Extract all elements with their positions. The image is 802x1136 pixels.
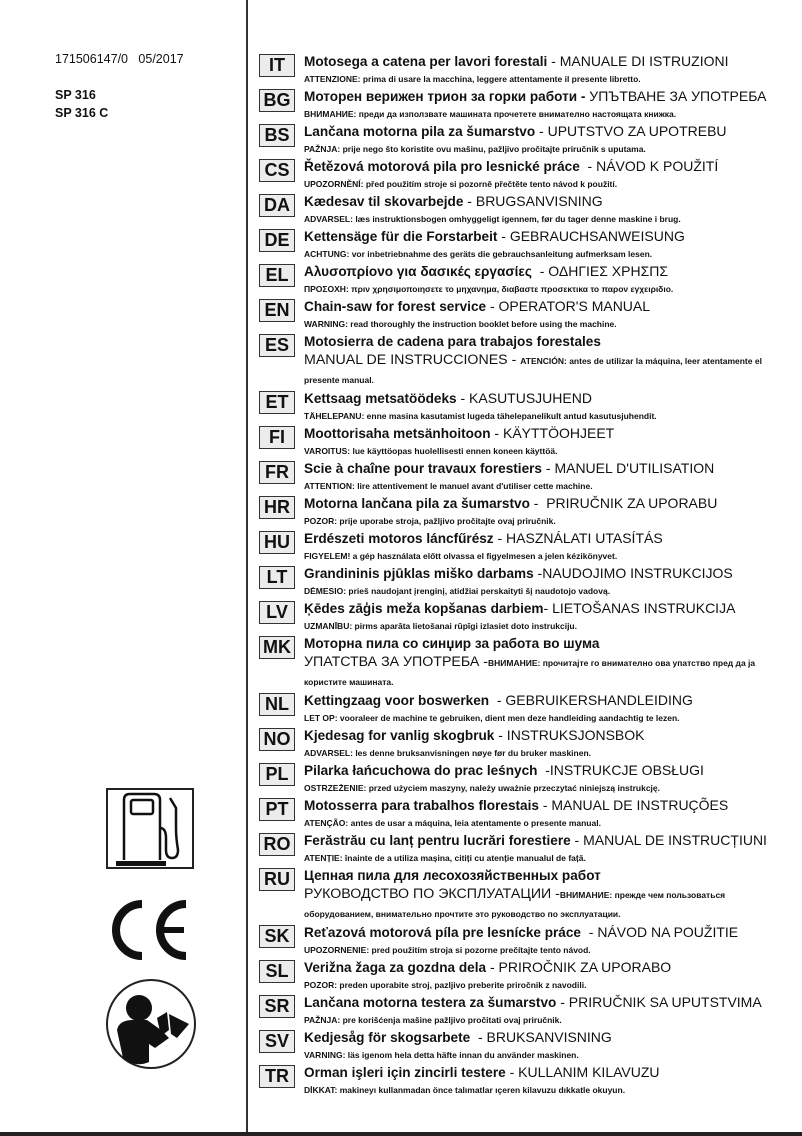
- product-title: Kettensäge für die Forstarbeit: [304, 229, 498, 244]
- manual-label: РУКОВОДСТВО ПО ЭКСПЛУАТАЦИИ -: [304, 886, 560, 902]
- language-code-badge: SR: [259, 995, 295, 1018]
- entry-title: [304, 726, 794, 745]
- language-code-badge: DE: [259, 229, 295, 252]
- model-name: SP 316: [55, 88, 96, 102]
- product-title: Kædesav til skovarbejde: [304, 194, 464, 209]
- manual-label: - KULLANIM KILAVUZU: [505, 1064, 660, 1080]
- product-title: Ķēdes zāģis meža kopšanas darbiem: [304, 601, 544, 616]
- language-entry-hu: [259, 529, 794, 564]
- language-code-badge: LT: [259, 566, 295, 589]
- language-code-badge: HR: [259, 496, 295, 519]
- language-entry-bs: [259, 122, 794, 157]
- ce-mark-icon: [110, 900, 190, 965]
- manual-label: - MANUALE DI ISTRUZIONI: [547, 53, 729, 69]
- manual-label: - NÁVOD NA POUŽITIE: [581, 924, 739, 940]
- read-manual-icon: [105, 978, 197, 1075]
- manual-label: - HASZNÁLATI UTASÍTÁS: [493, 530, 663, 546]
- manual-label: - PRIROČNIK ZA UPORABO: [486, 959, 672, 975]
- warning-text: ATENÇÃO: antes de usar a máquina, leia atentamente o presente manual.: [304, 818, 601, 828]
- manual-label: - BRUKSANVISNING: [470, 1029, 612, 1045]
- warning-text: UPOZORNENIE: pred použitím stroja si pozorne prečítajte tento návod.: [304, 945, 591, 955]
- manual-label: - NÁVOD K POUŽITÍ: [579, 158, 719, 174]
- language-entry-tr: [259, 1063, 794, 1098]
- entry-title: [304, 599, 794, 618]
- language-code-badge: SL: [259, 960, 295, 983]
- product-title: Erdészeti motoros láncfűrész: [304, 531, 494, 546]
- language-list: [259, 52, 794, 1098]
- language-entry-en: [259, 297, 794, 332]
- entry-title: [304, 796, 794, 815]
- warning-text: ADVARSEL: les denne bruksanvisningen nøye før du bruker maskinen.: [304, 748, 592, 758]
- warning-text: LET OP: vooraleer de machine te gebruiken, dient men deze handleiding aandachtig te lezen.: [304, 713, 680, 723]
- warning-text: FIGYELEM! a gép használata előtt olvassa el figyelmesen a jelen kézikönyvet.: [304, 551, 618, 561]
- language-code-badge: SK: [259, 925, 295, 948]
- language-entry-nl: [259, 691, 794, 726]
- entry-title: [304, 529, 794, 548]
- entry-title: [304, 297, 794, 316]
- manual-label: -INSTRUKCJE OBSŁUGI: [537, 762, 704, 778]
- warning-text: UPOZORNĚNÍ: před použitím stroje si pozorně přečtěte tento návod k použití.: [304, 179, 618, 189]
- warning-text: DĖMESIO: prieš naudojant įrenginį, atidžiai perskaityti šį naudotojo vadovą.: [304, 586, 611, 596]
- document-code: 171506147/0 05/2017: [55, 52, 184, 66]
- language-entry-no: [259, 726, 794, 761]
- language-code-badge: EN: [259, 299, 295, 322]
- language-code-badge: CS: [259, 159, 295, 182]
- manual-label: УПЪТВАНЕ ЗА УПОТРЕБА: [585, 88, 767, 104]
- warning-text: PAŽNJA: pre korišćenja mašine pažljivo pročitati ovaj priručnik.: [304, 1015, 562, 1025]
- entry-title: [304, 459, 794, 478]
- language-entry-mk: [259, 634, 794, 691]
- manual-label: - PRIRUČNIK SA UPUTSTVIMA: [556, 994, 762, 1010]
- fuel-pump-icon: [106, 788, 194, 881]
- column-divider: [246, 0, 248, 1136]
- warning-text: ВНИМАНИЕ: прочитајте го внимателно ова упатство пред да ја користите машината.: [304, 658, 756, 687]
- warning-text: ATTENTION: lire attentivement le manuel avant d'utiliser cette machine.: [304, 481, 593, 491]
- language-code-badge: PL: [259, 763, 295, 786]
- entry-title: [304, 494, 794, 513]
- manual-label: - MANUEL D'UTILISATION: [542, 460, 715, 476]
- entry-title: [304, 761, 794, 780]
- warning-text: OSTRZEŻENIE: przed użyciem maszyny, należy uważnie przeczytać niniejszą instrukcję.: [304, 783, 661, 793]
- warning-text: WARNING: read thoroughly the instruction booklet before using the machine.: [304, 319, 617, 329]
- warning-text: VARNING: läs igenom hela detta häfte innan du använder maskinen.: [304, 1050, 579, 1060]
- product-title: Pilarka łańcuchowa do prac leśnych: [304, 763, 538, 778]
- language-code-badge: PT: [259, 798, 295, 821]
- warning-text: ATENȚIE: înainte de a utiliza mașina, citiți cu atenție manualul de față.: [304, 853, 586, 863]
- entry-title: [304, 52, 794, 71]
- product-title: Kettingzaag voor boswerken: [304, 693, 490, 708]
- entry-title: [304, 192, 794, 211]
- manual-label: - KÄYTTÖOHJEET: [490, 425, 615, 441]
- warning-text: POZOR: prije uporabe stroja, pažljivo pročitajte ovaj priručnik.: [304, 516, 556, 526]
- warning-text: ΠΡΟΣΟΧΗ: πριν χρησιμοποιησετε το μηχανημα, διαβαστε προσεκτικα το παρον εγχειριδιο.: [304, 284, 674, 294]
- language-code-badge: IT: [259, 54, 295, 77]
- warning-text: ATENCIÓN: antes de utilizar la máquina, leer atentamente el presente manual.: [304, 356, 762, 385]
- language-entry-sv: [259, 1028, 794, 1063]
- language-entry-ro: [259, 831, 794, 866]
- product-title: Verižna žaga za gozdna dela: [304, 960, 487, 975]
- language-code-badge: RU: [259, 868, 295, 891]
- product-title: Moottorisaha metsänhoitoon: [304, 426, 491, 441]
- entry-title: [304, 1063, 794, 1082]
- language-code-badge: RO: [259, 833, 295, 856]
- manual-and-warning: [304, 653, 774, 691]
- language-entry-sl: [259, 958, 794, 993]
- manual-label: - GEBRUIKERSHANDLEIDING: [489, 692, 693, 708]
- language-code-badge: SV: [259, 1030, 295, 1053]
- entry-title: [304, 157, 794, 176]
- manual-label: - UPUTSTVO ZA UPOTREBU: [535, 123, 727, 139]
- language-entry-lt: [259, 564, 794, 599]
- language-code-badge: MK: [259, 636, 295, 659]
- product-title: Reťazová motorová píla pre lesnícke práce: [304, 925, 581, 940]
- warning-text: ВНИМАНИЕ: преди да използвате машината прочетете внимателно настоящата книжка.: [304, 109, 677, 119]
- product-title: Цепная пила для лесохозяйственных работ: [304, 868, 601, 883]
- product-title: Lančana motorna testera za šumarstvo: [304, 995, 557, 1010]
- manual-label: - PRIRUČNIK ZA UPORABU: [529, 495, 718, 511]
- entry-title: [304, 424, 794, 443]
- warning-text: VAROITUS: lue käyttöopas huolellisesti ennen koneen käyttöä.: [304, 446, 558, 456]
- manual-label: MANUAL DE INSTRUCCIONES -: [304, 352, 521, 368]
- product-title: Grandininis pjūklas miško darbams: [304, 566, 534, 581]
- warning-text: POZOR: preden uporabite stroj, pazljivo preberite priročnik z navodili.: [304, 980, 587, 990]
- language-code-badge: FI: [259, 426, 295, 449]
- manual-label: - MANUAL DE INSTRUCȚIUNI: [570, 832, 767, 848]
- language-code-badge: NO: [259, 728, 295, 751]
- warning-text: TÄHELEPANU: enne masina kasutamist lugeda tähelepanelikult antud kasutusjuhendit.: [304, 411, 657, 421]
- language-entry-ru: [259, 866, 794, 923]
- manual-label: - ΟΔΗΓΙΕΣ ΧΡΗΣΠΣ: [531, 263, 669, 279]
- language-code-badge: TR: [259, 1065, 295, 1088]
- language-code-badge: NL: [259, 693, 295, 716]
- manual-label: УПАТСТВА ЗА УПОТРЕБА -: [304, 654, 489, 670]
- product-title: Orman işleri için zincirli testere: [304, 1065, 506, 1080]
- entry-title: [304, 1028, 794, 1047]
- product-title: Motosierra de cadena para trabajos forestales: [304, 334, 601, 349]
- product-title: Lančana motorna pila za šumarstvo: [304, 124, 536, 139]
- language-entry-es: [259, 332, 794, 389]
- product-title: Motosserra para trabalhos florestais: [304, 798, 539, 813]
- entry-title: [304, 122, 794, 141]
- product-title: Motorna lančana pila za šumarstvo: [304, 496, 530, 511]
- model-name: SP 316 C: [55, 106, 109, 120]
- product-title: Kettsaag metsatöödeks: [304, 391, 457, 406]
- warning-text: ADVARSEL: læs instruktionsbogen omhyggeligt igennem, før du tager denne maskine i brug.: [304, 214, 681, 224]
- language-entry-pt: [259, 796, 794, 831]
- language-entry-bg: [259, 87, 794, 122]
- entry-title: [304, 87, 794, 106]
- product-title: Kjedesag for vanlig skogbruk: [304, 728, 495, 743]
- language-entry-lv: [259, 599, 794, 634]
- entry-title: [304, 958, 794, 977]
- product-title: Kedjesåg för skogsarbete: [304, 1030, 471, 1045]
- warning-text: UZMANĪBU: pirms aparāta lietošanai rūpīgi izlasiet doto instrukciju.: [304, 621, 577, 631]
- language-entry-de: [259, 227, 794, 262]
- language-entry-et: [259, 389, 794, 424]
- manual-label: - INSTRUKSJONSBOK: [494, 727, 645, 743]
- product-title: Scie à chaîne pour travaux forestiers: [304, 461, 542, 476]
- entry-title: [304, 923, 794, 942]
- warning-text: ATTENZIONE: prima di usare la macchina, leggere attentamente il presente libretto.: [304, 74, 641, 84]
- language-entry-da: [259, 192, 794, 227]
- manual-label: - GEBRAUCHSANWEISUNG: [497, 228, 685, 244]
- entry-title: [304, 332, 794, 351]
- product-title: Chain-saw for forest service: [304, 299, 487, 314]
- entry-title: [304, 866, 794, 885]
- language-code-badge: BG: [259, 89, 295, 112]
- entry-title: [304, 227, 794, 246]
- product-title: Řetězová motorová pila pro lesnické práce: [304, 159, 580, 174]
- language-code-badge: ET: [259, 391, 295, 414]
- entry-title: [304, 389, 794, 408]
- language-code-badge: EL: [259, 264, 295, 287]
- product-title: Motosega a catena per lavori forestali: [304, 54, 548, 69]
- entry-title: [304, 831, 794, 850]
- manual-label: - MANUAL DE INSTRUÇÕES: [538, 797, 729, 813]
- language-code-badge: HU: [259, 531, 295, 554]
- manual-and-warning: [304, 351, 774, 389]
- manual-label: -NAUDOJIMO INSTRUKCIJOS: [533, 565, 733, 581]
- product-title: Моторен верижен трион за горки работи -: [304, 89, 586, 104]
- entry-title: [304, 993, 794, 1012]
- language-entry-pl: [259, 761, 794, 796]
- manual-label: - LIETOŠANAS INSTRUKCIJA: [543, 600, 736, 616]
- product-title: Ferăstrău cu lanț pentru lucrări forestiere: [304, 833, 571, 848]
- language-entry-hr: [259, 494, 794, 529]
- entry-title: [304, 634, 794, 653]
- language-entry-fi: [259, 424, 794, 459]
- language-code-badge: BS: [259, 124, 295, 147]
- language-entry-cs: [259, 157, 794, 192]
- language-entry-sk: [259, 923, 794, 958]
- warning-text: PAŽNJA: prije nego što koristite ovu mašinu, pažljivo pročitajte priručnik s uputama.: [304, 144, 646, 154]
- warning-text: DİKKAT: makineyı kullanmadan önce talımatlar ıçeren kilavuzu dıkkatle okuyun.: [304, 1085, 626, 1095]
- language-entry-el: [259, 262, 794, 297]
- manual-label: - BRUGSANVISNING: [463, 193, 603, 209]
- warning-text: ACHTUNG: vor inbetriebnahme des geräts die gebrauchsanleitung aufmerksam lesen.: [304, 249, 653, 259]
- manual-label: - KASUTUSJUHEND: [456, 390, 592, 406]
- product-title: Моторна пила со синџир за работа во шума: [304, 636, 600, 651]
- entry-title: [304, 691, 794, 710]
- bottom-rule: [0, 1132, 802, 1136]
- language-code-badge: FR: [259, 461, 295, 484]
- language-code-badge: LV: [259, 601, 295, 624]
- manual-label: - OPERATOR'S MANUAL: [486, 298, 651, 314]
- language-entry-sr: [259, 993, 794, 1028]
- language-code-badge: ES: [259, 334, 295, 357]
- warning-text: ВНИМАНИЕ: прежде чем пользоваться оборудованием, внимательно прочтите это руководство по эксплуатации.: [304, 890, 726, 919]
- manual-and-warning: [304, 885, 774, 923]
- language-code-badge: DA: [259, 194, 295, 217]
- product-title: Αλυσοπρίονο για δασικές εργασίες: [304, 264, 532, 279]
- entry-title: [304, 262, 794, 281]
- language-entry-it: [259, 52, 794, 87]
- language-entry-fr: [259, 459, 794, 494]
- entry-title: [304, 564, 794, 583]
